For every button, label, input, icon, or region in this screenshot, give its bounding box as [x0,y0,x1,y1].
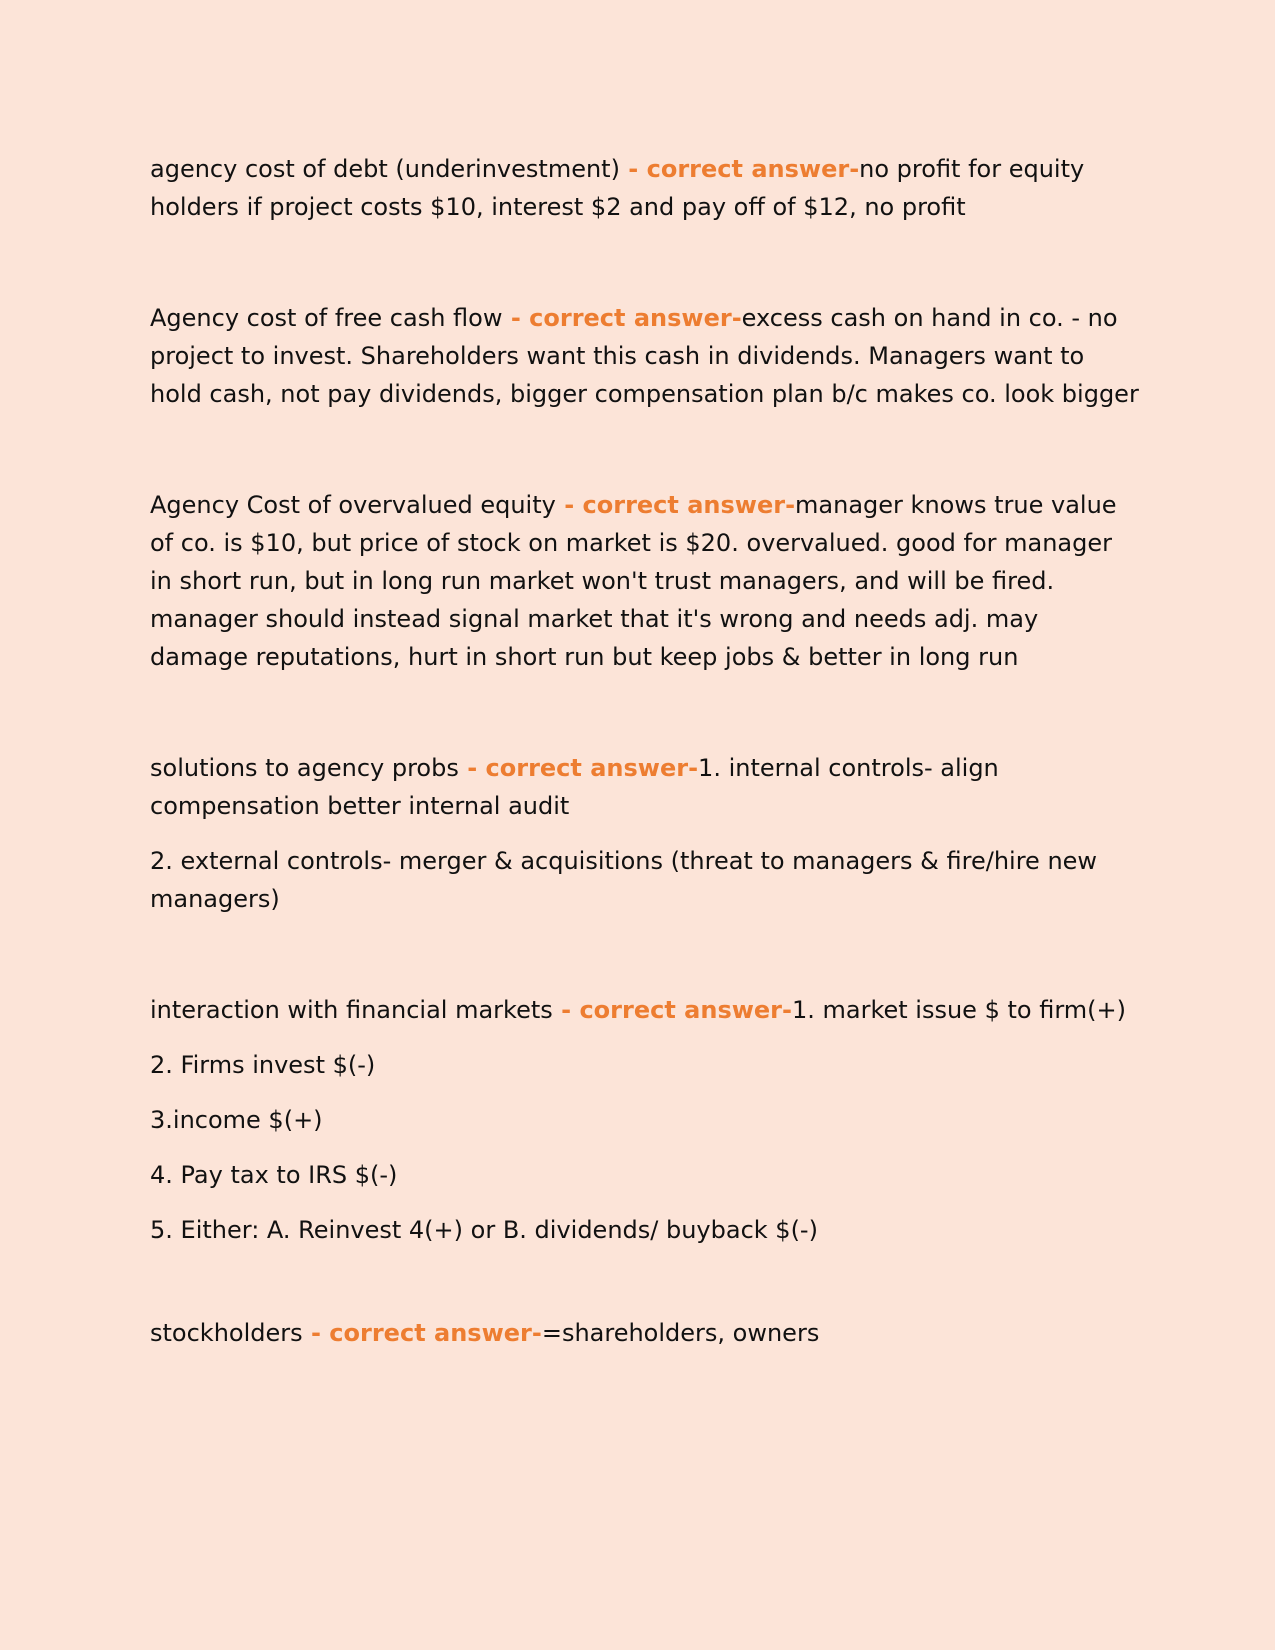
flashcard-entry [150,1314,1140,1352]
answer-text: manager knows true value of co. is $10, but price of stock on market is $20. overvalued. good for manager in short run, but in long run market won't trust managers, and will be fired. manager should instead signal market that it's wrong and needs adj. may damage reputations, hurt in short run but keep jobs & better in long run [150,491,1117,671]
answer-line: 5. Either: A. Reinvest 4(+) or B. dividends/ buyback $(-) [150,1216,818,1244]
entry-line [150,150,1140,226]
flashcard-entry [150,486,1140,676]
answer-line: 2. external controls- merger & acquisitions (threat to managers & fire/hire new managers) [150,847,1098,913]
correct-answer-marker: - correct answer- [302,1319,542,1347]
correct-answer-marker: - correct answer- [619,155,860,183]
term-text: solutions to agency probs [150,754,459,782]
correct-answer-marker: - correct answer- [555,491,796,519]
term-text: stockholders [150,1319,303,1347]
entry-line [150,299,1140,413]
correct-answer-marker: - correct answer- [552,996,792,1024]
correct-answer-marker: - correct answer- [502,304,742,332]
correct-answer-marker: - correct answer- [458,754,699,782]
entry-line [150,749,1140,825]
answer-line: 2. Firms invest $(-) [150,1051,376,1079]
term-text: agency cost of debt (underinvestment) [150,155,620,183]
entry-line [150,1314,1140,1352]
flashcard-entry [150,991,1140,1249]
term-text: Agency Cost of overvalued equity [150,491,556,519]
entry-line [150,991,1140,1029]
answer-line: 4. Pay tax to IRS $(-) [150,1161,398,1189]
document-page [150,150,1140,1352]
entry-line [150,486,1140,676]
flashcard-entry [150,150,1140,226]
answer-text: 1. internal controls- align compensation better internal audit [150,754,999,820]
answer-text: excess cash on hand in co. - no project to invest. Shareholders want this cash in dividends. Managers want to hold cash, not pay dividends, bigger compensation plan b/c makes co. look bigger [150,304,1139,408]
answer-text: =shareholders, owners [541,1319,820,1347]
answer-line: 3.income $(+) [150,1106,323,1134]
term-text: Agency cost of free cash flow [150,304,503,332]
answer-text: no profit for equity holders if project costs $10, interest $2 and pay off of $12, no profit [150,155,1085,221]
term-text: interaction with financial markets [150,996,553,1024]
answer-text: 1. market issue $ to firm(+) [791,996,1126,1024]
flashcard-entry [150,299,1140,413]
flashcard-entry [150,749,1140,918]
